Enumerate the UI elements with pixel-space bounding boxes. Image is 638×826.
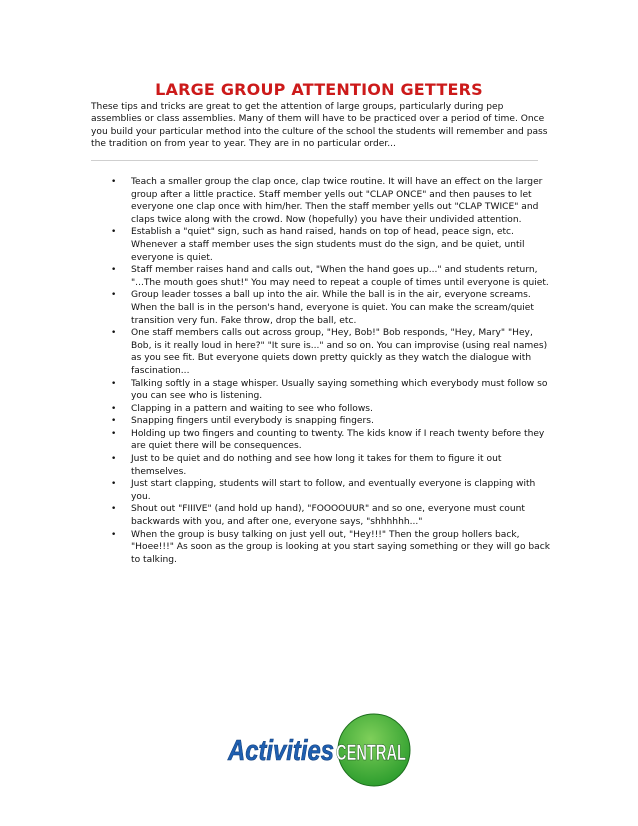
list-item [91,378,551,403]
list-item-text: Shout out "FIIIVE" (and hold up hand), "FOOOOUUR" and so one, everyone must count backwards with you, and after one, everyone says, "shhhhhh..." [131,504,525,528]
list-item-text: Just start clapping, students will start to follow, and eventually everyone is clapping with you. [131,479,536,502]
bullet-icon: • [111,290,117,301]
bullet-icon: • [111,454,117,465]
intro-paragraph: These tips and tricks are great to get the attention of large groups, particularly during pep assemblies or class assemblies. Many of them will have to be practiced over a period of time. Once you build your particular method into the culture of the school the students will remember and pass the tradition on from year to year. They are in no particular order... [91,102,548,150]
list-item-text: Teach a smaller group the clap once, clap twice routine. It will have an effect on the larger group after a little practice. Staff member yells out "CLAP ONCE" and then pauses to let everyone one clap once with him/her. Then the staff member yells out "CLAP TWICE" and claps twice along with the crowd. Now (hopefully) you have their undivided attention. [131,177,543,225]
bullet-icon: • [111,479,117,490]
list-item-text: Clapping in a pattern and waiting to see who follows. [131,403,373,414]
list-item [91,428,551,453]
list-item [91,453,551,478]
bullet-icon: • [111,177,117,187]
bullet-icon: • [111,428,117,439]
list-item [91,176,551,226]
list-item [91,289,551,327]
list-item [91,226,551,264]
tips-list [91,176,551,566]
bullet-icon: • [111,227,117,238]
list-item-text: Snapping fingers until everybody is snapping fingers. [131,416,374,427]
bullet-icon: • [111,265,117,276]
bullet-icon: • [111,504,117,515]
list-item-text: When the group is busy talking on just yell out, "Hey!!!" Then the group hollers back, "Hoee!!!" As soon as the group is looking at you start saying something or they will go back to talking. [131,529,551,565]
list-item [91,403,551,416]
bullet-icon: • [111,328,117,339]
bullet-icon: • [111,378,117,389]
bullet-icon: • [111,529,117,540]
bullet-icon: • [111,403,117,414]
list-item-text: One staff members calls out across group, "Hey, Bob!" Bob responds, "Hey, Mary" "Hey, Bob, is it really loud in here?" "It sure is..." and so on. You can improvise (using real names) as you see fit. But everyone quiets down pretty quickly as they watch the dialogue with fascination... [131,328,548,376]
list-item-text: Just to be quiet and do nothing and see how long it takes for them to figure it out themselves. [131,454,502,477]
logo-word-activities: Activities [227,735,334,767]
list-item-text: Holding up two fingers and counting to twenty. The kids know if I reach twenty before they are quiet there will be consequences. [131,428,545,452]
list-item [91,327,551,377]
list-item-text: Establish a "quiet" sign, such as hand raised, hands on top of head, peace sign, etc. Whenever a staff member uses the sign students must do the sign, and be quiet, until everyone is quiet. [131,227,525,263]
list-item [91,478,551,503]
list-item [91,529,551,567]
list-item-text: Group leader tosses a ball up into the air. While the ball is in the air, everyone screams. When the ball is in the person's hand, everyone is quiet. You can make the scream/quiet transition very fun. Fake throw, drop the ball, etc. [131,290,534,326]
list-item-text: Staff member raises hand and calls out, "When the hand goes up..." and students return, "...The mouth goes shut!" You may need to repeat a couple of times until everyone is quiet. [131,265,549,288]
intro-divider [91,160,538,161]
list-item-text: Talking softly in a stage whisper. Usually saying something which everybody must follow so you can see who is listening. [131,378,548,402]
list-item [91,503,551,528]
page-title: LARGE GROUP ATTENTION GETTERS [155,80,483,99]
bullet-icon: • [111,416,117,427]
logo-word-central: CENTRAL [336,740,406,765]
list-item [91,415,551,428]
activities-central-logo [228,712,414,790]
list-item [91,264,551,289]
